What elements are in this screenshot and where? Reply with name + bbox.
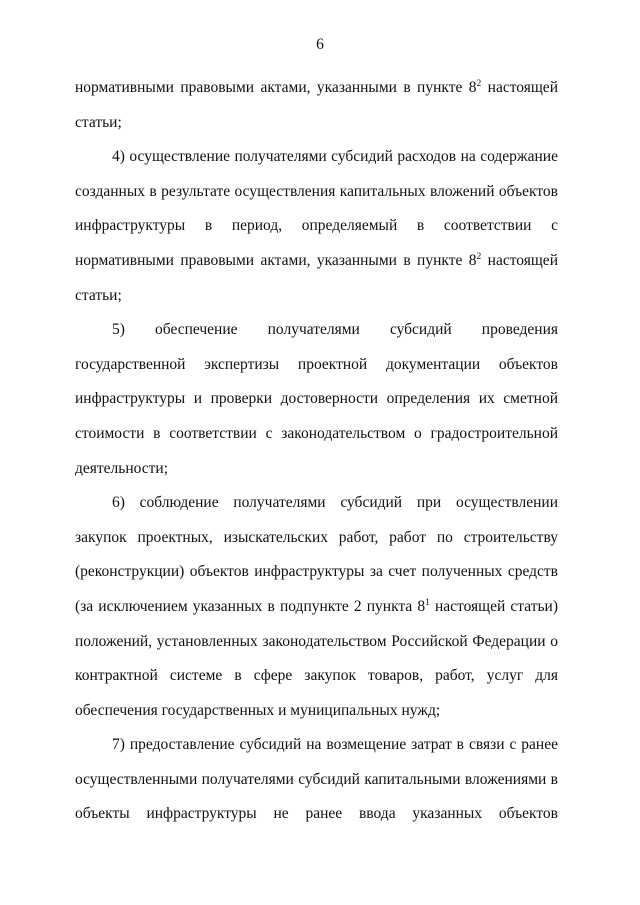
paragraph-item-4 xyxy=(75,140,558,313)
document-body xyxy=(75,71,558,832)
paragraph-continuation xyxy=(75,71,558,140)
paragraph-text: 4) осуществление получателями субсидий расходов на содержание созданных в результате осуществления капитальных вложений объектов инфраструктуры в период, определяемый в соответствии с нормативными правовыми актами, указанными в пункте 8 xyxy=(75,148,558,269)
paragraph-text: настоящей статьи; xyxy=(75,79,558,131)
superscript: 2 xyxy=(476,251,482,262)
paragraph-item-5: 5) обеспечение получателями субсидий проведения государственной экспертизы проектной документации объектов инфраструктуры и проверки достоверности определения их сметной стоимости в соответствии с законодательством о градостроительной деятельности; xyxy=(75,321,558,477)
superscript: 2 xyxy=(476,79,482,89)
superscript: 1 xyxy=(425,597,430,608)
paragraph-item-6 xyxy=(75,486,558,728)
paragraph-text: 6) соблюдение получателями субсидий при осуществлении закупок проектных, изыскательских работ, работ по строительству (реконструкции) объектов инфраструктуры за счет полученных средств (за исключением указанных в подпункте 2 пункта 8 xyxy=(75,494,558,615)
paragraph-text: настоящей статьи) положений, установленных законодательством Российской Федерации о контрактной системе в сфере закупок товаров, работ, услуг для обеспечения государственных и муниципальных нужд; xyxy=(75,597,558,719)
paragraph-text: нормативными правовыми актами, указанными в пункте 8 xyxy=(75,79,477,96)
paragraph-item-7: 7) предоставление субсидий на возмещение затрат в связи с ранее осуществленными получателями субсидий капитальными вложениями в объекты инфраструктуры не ранее ввода указанных объектов xyxy=(75,736,558,823)
page-number: 6 xyxy=(316,36,324,53)
paragraph-text: настоящей статьи; xyxy=(75,251,558,304)
